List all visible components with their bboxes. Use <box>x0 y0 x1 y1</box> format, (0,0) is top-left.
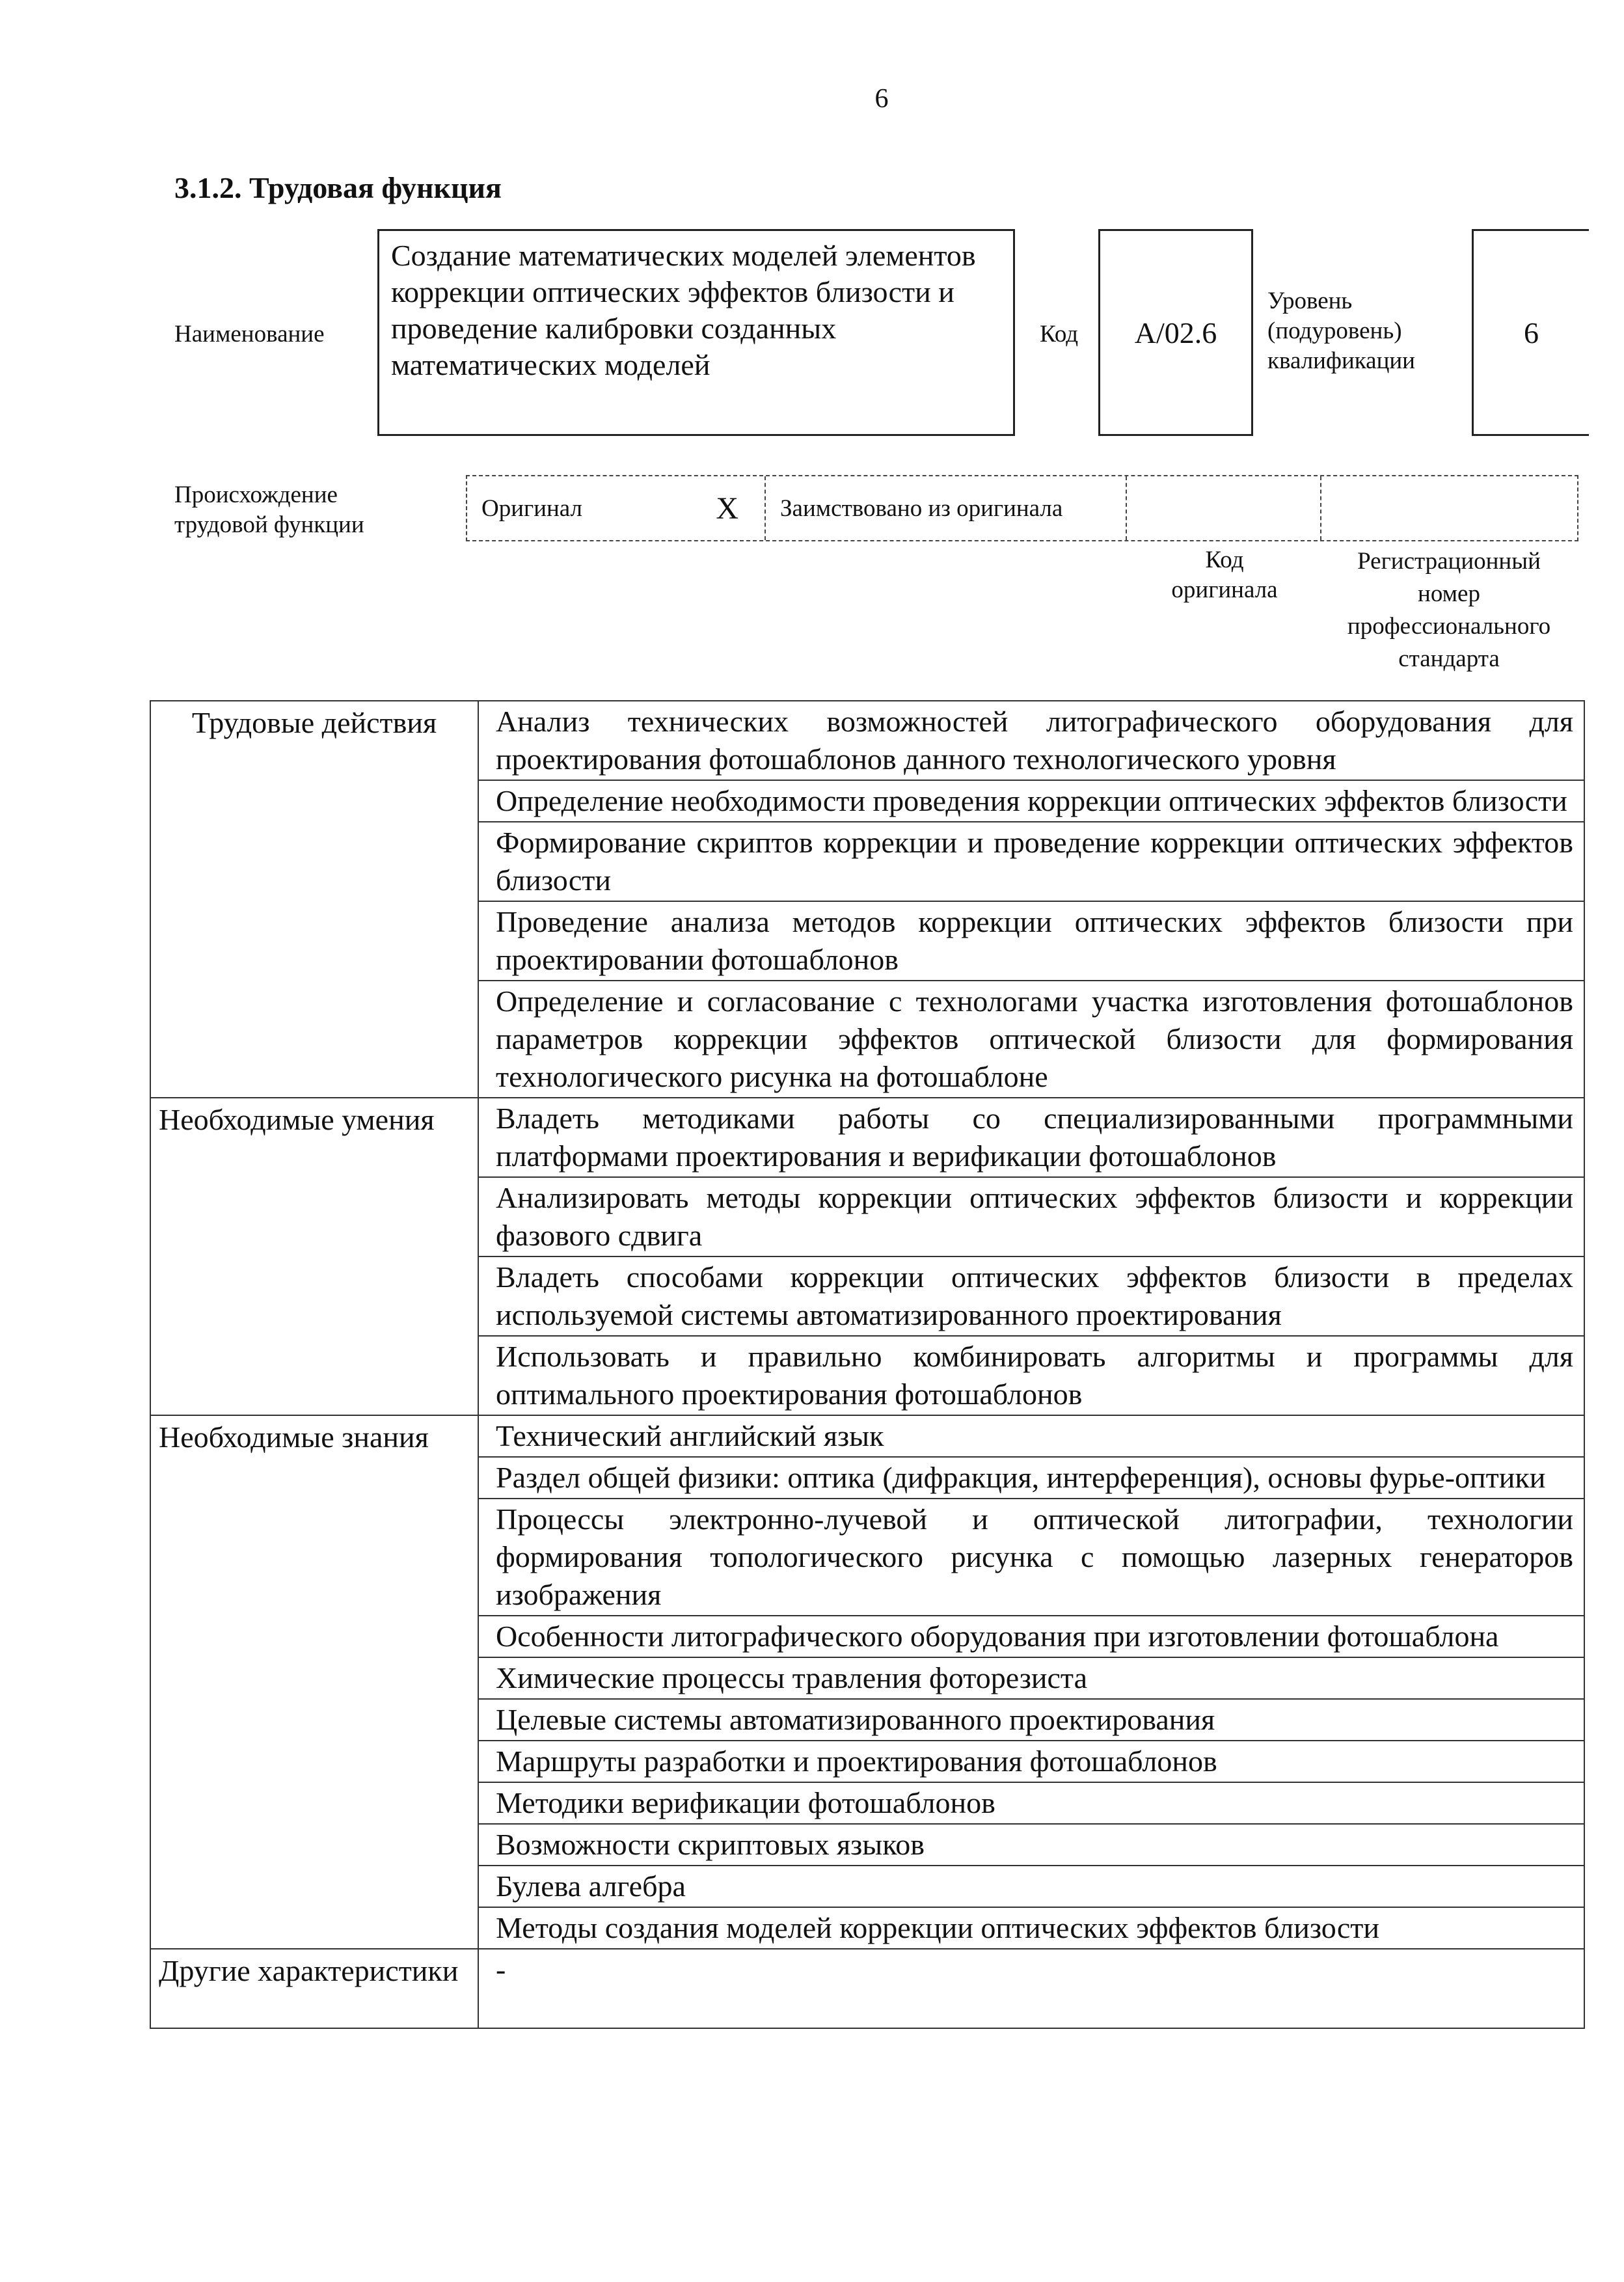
list-item: Целевые системы автоматизированного проектирования <box>478 1699 1584 1741</box>
original-mark: X <box>716 491 738 526</box>
level-label: Уровень (подуровень) квалификации <box>1267 288 1415 374</box>
origin-code-cell <box>1127 476 1321 540</box>
borrowed-label: Заимствовано из оригинала <box>780 495 1063 522</box>
list-item: Методы создания моделей коррекции оптических эффектов близости <box>478 1907 1584 1949</box>
list-item: Владеть способами коррекции оптических эффектов близости в пределах используемой системы автоматизированного проектирования <box>478 1256 1584 1336</box>
function-table <box>150 700 1585 2029</box>
table-row <box>150 1415 1584 1457</box>
page-number: 6 <box>874 84 889 114</box>
section-label-knowledge: Необходимые знания <box>150 1415 478 1949</box>
code-original-caption: Код оригинала <box>1171 547 1278 603</box>
table-row <box>150 701 1584 780</box>
origin-borrowed-cell <box>766 476 1127 540</box>
code-value: A/02.6 <box>1098 229 1253 436</box>
table-row <box>150 1098 1584 1177</box>
list-item: Процессы электронно-лучевой и оптической литографии, технологии формирования топологического рисунка с помощью лазерных генераторов изображения <box>478 1499 1584 1616</box>
list-item: Технический английский язык <box>478 1415 1584 1457</box>
list-item: Возможности скриптовых языков <box>478 1824 1584 1866</box>
list-item: Использовать и правильно комбинировать алгоритмы и программы для оптимального проектирования фотошаблонов <box>478 1336 1584 1415</box>
section-label-skills: Необходимые умения <box>150 1098 478 1415</box>
name-label: Наименование <box>174 321 325 347</box>
list-item: Булева алгебра <box>478 1866 1584 1907</box>
origin-row <box>466 475 1578 541</box>
original-label: Оригинал <box>481 495 583 522</box>
list-item: Владеть методиками работы со специализированными программными платформами проектирования и верификации фотошаблонов <box>478 1098 1584 1177</box>
origin-label: Происхождение трудовой функции <box>174 482 364 538</box>
list-item: Особенности литографического оборудования при изготовлении фотошаблона <box>478 1616 1584 1657</box>
section-label-actions: Трудовые действия <box>150 701 478 1098</box>
section-title: 3.1.2. Трудовая функция <box>174 171 502 204</box>
level-value: 6 <box>1472 229 1589 436</box>
origin-reg-cell <box>1321 476 1577 540</box>
list-item: Определение и согласование с технологами участка изготовления фотошаблонов параметров коррекции эффектов оптической близости для формирования технологического рисунка на фотошаблоне <box>478 981 1584 1098</box>
list-item: Проведение анализа методов коррекции оптических эффектов близости при проектировании фотошаблонов <box>478 901 1584 981</box>
list-item: Анализировать методы коррекции оптических эффектов близости и коррекции фазового сдвига <box>478 1177 1584 1256</box>
code-label: Код <box>1040 321 1079 347</box>
section-label-other: Другие характеристики <box>150 1949 478 2028</box>
reg-number-caption: Регистрационный номер профессионального стандарта <box>1347 548 1551 672</box>
list-item: Формирование скриптов коррекции и проведение коррекции оптических эффектов близости <box>478 822 1584 901</box>
list-item: Анализ технических возможностей литографического оборудования для проектирования фотошаблонов данного технологического уровня <box>478 701 1584 780</box>
name-value: Создание математических моделей элементов коррекции оптических эффектов близости и проведение калибровки созданных математических моделей <box>377 229 1015 436</box>
list-item: Определение необходимости проведения коррекции оптических эффектов близости <box>478 780 1584 822</box>
list-item: Химические процессы травления фоторезиста <box>478 1657 1584 1699</box>
list-item: Раздел общей физики: оптика (дифракция, интерференция), основы фурье-оптики <box>478 1457 1584 1499</box>
list-item: - <box>478 1949 1584 2028</box>
list-item: Маршруты разработки и проектирования фотошаблонов <box>478 1741 1584 1782</box>
list-item: Методики верификации фотошаблонов <box>478 1782 1584 1824</box>
origin-original-cell <box>467 476 766 540</box>
table-row <box>150 1949 1584 2028</box>
